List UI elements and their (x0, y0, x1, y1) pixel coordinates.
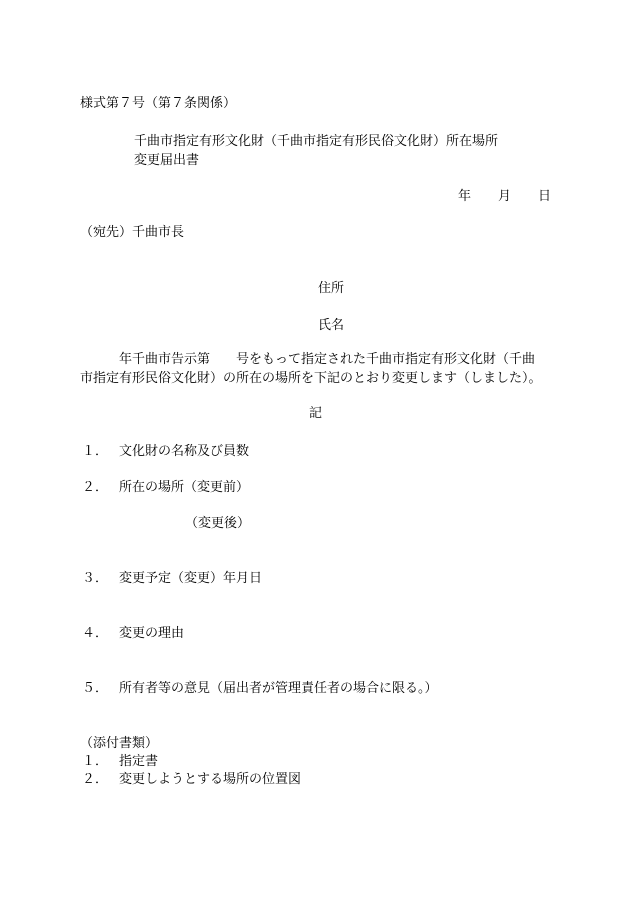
item-5-number: ５． (82, 681, 109, 696)
attachment-1-text: 指定書 (119, 754, 159, 769)
item-1-number: １． (82, 444, 109, 459)
date-year: 年 (458, 189, 472, 204)
body-text-line2: 市指定有形民俗文化財）の所在の場所を下記のとおり変更します（しました）。 (80, 371, 542, 386)
name-label: 氏名 (318, 318, 345, 333)
attachment-2-text: 変更しようとする場所の位置図 (119, 772, 302, 787)
addressee: （宛先）千曲市長 (80, 225, 185, 240)
attachments-heading: （添付書類） (80, 736, 159, 751)
item-4-text: 変更の理由 (119, 626, 185, 641)
item-5-text: 所有者等の意見（届出者が管理責任者の場合に限る。） (119, 681, 438, 696)
date-day: 日 (538, 189, 552, 204)
item-3-number: ３． (82, 571, 109, 586)
form-title-line2: 変更届出書 (134, 153, 200, 168)
date-month: 月 (498, 189, 512, 204)
attachment-2-number: ２． (82, 772, 109, 787)
item-2-text: 所在の場所（変更前） (119, 480, 250, 495)
ki-heading: 記 (309, 406, 323, 421)
form-number: 様式第７号（第７条関係） (80, 96, 237, 111)
item-4-number: ４． (82, 626, 109, 641)
item-2-sub-text: （変更後） (185, 516, 251, 531)
item-3-text: 変更予定（変更）年月日 (119, 571, 263, 586)
form-title-line1: 千曲市指定有形文化財（千曲市指定有形民俗文化財）所在場所 (134, 134, 499, 149)
body-text-line1: 年千曲市告示第 号をもって指定された千曲市指定有形文化財（千曲 (119, 352, 536, 367)
item-1-text: 文化財の名称及び員数 (119, 444, 250, 459)
attachment-1-number: １． (82, 754, 109, 769)
item-2-number: ２． (82, 480, 109, 495)
address-label: 住所 (318, 281, 345, 296)
